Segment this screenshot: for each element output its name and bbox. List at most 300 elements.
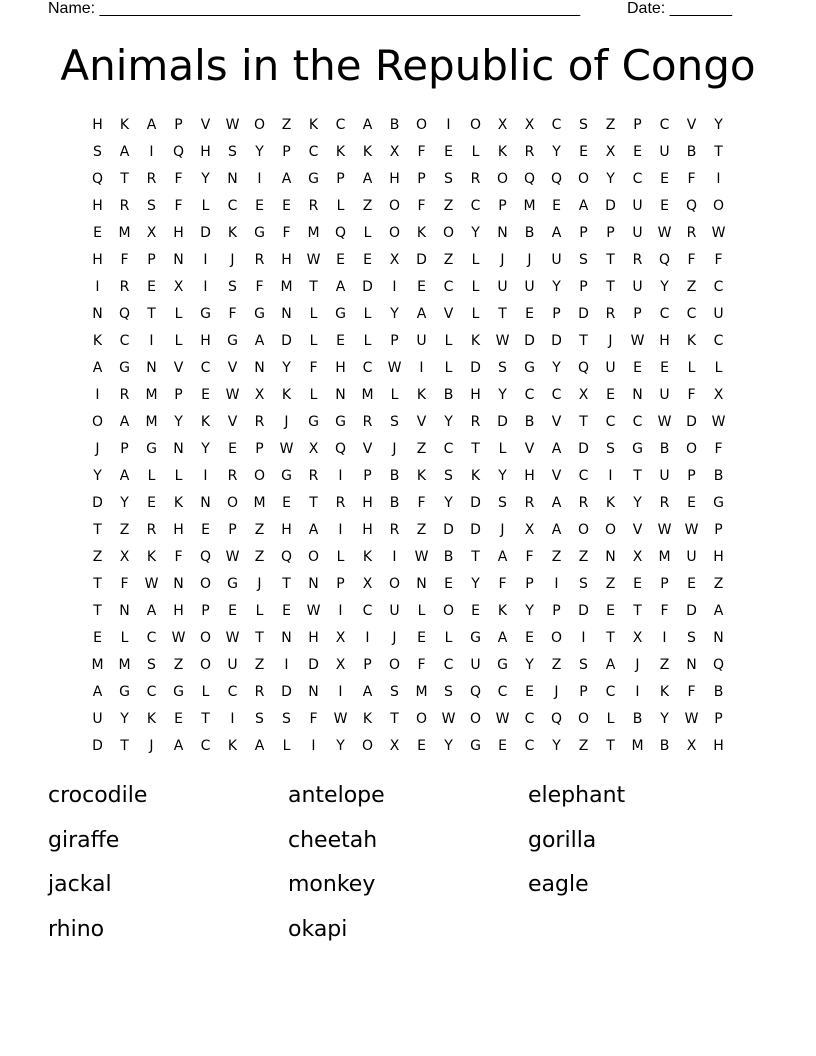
grid-letter: H bbox=[173, 522, 184, 538]
grid-letter: S bbox=[444, 684, 453, 700]
grid-letter: F bbox=[714, 252, 723, 268]
grid-letter: S bbox=[579, 252, 588, 268]
grid-letter: R bbox=[632, 252, 643, 268]
grid-letter: I bbox=[95, 387, 100, 403]
grid-letter: F bbox=[174, 171, 183, 187]
grid-letter: S bbox=[147, 198, 156, 214]
grid-letter: T bbox=[390, 711, 399, 727]
grid-letter: W bbox=[225, 549, 240, 565]
grid-letter: C bbox=[659, 117, 670, 133]
grid-letter: Z bbox=[443, 252, 454, 268]
grid-letter: I bbox=[338, 468, 343, 484]
grid-letter: A bbox=[254, 738, 265, 754]
grid-letter: D bbox=[443, 522, 454, 538]
grid-letter: K bbox=[146, 711, 157, 727]
grid-letter: C bbox=[524, 738, 535, 754]
grid-letter: H bbox=[524, 468, 535, 484]
grid-letter: R bbox=[254, 684, 265, 700]
grid-letter: S bbox=[147, 657, 156, 673]
grid-letter: U bbox=[659, 144, 670, 160]
grid-letter: E bbox=[174, 711, 183, 727]
grid-letter: I bbox=[608, 468, 613, 484]
grid-letter: P bbox=[579, 225, 588, 241]
grid-letter: G bbox=[254, 225, 265, 241]
grid-letter: Y bbox=[552, 279, 561, 295]
grid-letter: M bbox=[253, 495, 266, 511]
grid-letter: O bbox=[226, 495, 239, 511]
grid-letter: C bbox=[146, 684, 157, 700]
grid-letter: K bbox=[659, 684, 670, 700]
name-field-line: Name: ______________________________________________________ bbox=[48, 0, 581, 17]
grid-letter: N bbox=[686, 657, 697, 673]
grid-letter: M bbox=[658, 549, 671, 565]
grid-letter: F bbox=[174, 198, 183, 214]
grid-row bbox=[84, 519, 732, 546]
grid-letter: Y bbox=[552, 360, 561, 376]
grid-letter: V bbox=[551, 414, 562, 430]
grid-letter: Q bbox=[334, 225, 347, 241]
grid-letter: H bbox=[308, 630, 319, 646]
grid-letter: Y bbox=[525, 657, 534, 673]
grid-letter: Y bbox=[282, 360, 291, 376]
grid-letter: O bbox=[388, 576, 401, 592]
grid-letter: C bbox=[524, 711, 535, 727]
grid-letter: X bbox=[632, 630, 643, 646]
grid-letter: F bbox=[498, 576, 507, 592]
grid-letter: E bbox=[660, 198, 669, 214]
grid-letter: V bbox=[632, 522, 643, 538]
grid-letter: L bbox=[363, 306, 372, 322]
grid-letter: E bbox=[282, 198, 291, 214]
grid-row bbox=[84, 357, 732, 384]
grid-letter: L bbox=[147, 468, 156, 484]
grid-letter: K bbox=[605, 495, 616, 511]
grid-letter: K bbox=[200, 414, 211, 430]
grid-letter: P bbox=[417, 171, 426, 187]
grid-letter: B bbox=[659, 441, 670, 457]
grid-letter: F bbox=[687, 171, 696, 187]
grid-letter: N bbox=[281, 630, 292, 646]
grid-letter: T bbox=[93, 576, 102, 592]
grid-letter: G bbox=[632, 441, 643, 457]
grid-letter: E bbox=[93, 630, 102, 646]
grid-letter: K bbox=[362, 549, 373, 565]
grid-letter: Q bbox=[523, 171, 536, 187]
grid-letter: E bbox=[201, 387, 210, 403]
grid-letter: A bbox=[335, 279, 346, 295]
grid-row bbox=[84, 546, 732, 573]
grid-letter: K bbox=[227, 738, 238, 754]
grid-letter: D bbox=[200, 225, 211, 241]
grid-letter: A bbox=[146, 117, 157, 133]
grid-letter: L bbox=[174, 468, 183, 484]
grid-letter: U bbox=[632, 225, 643, 241]
grid-letter: N bbox=[713, 630, 724, 646]
grid-letter: A bbox=[551, 522, 562, 538]
grid-letter: Y bbox=[660, 711, 669, 727]
grid-letter: L bbox=[498, 441, 507, 457]
grid-letter: R bbox=[119, 387, 130, 403]
grid-letter: X bbox=[389, 252, 400, 268]
grid-letter: S bbox=[579, 657, 588, 673]
grid-letter: Z bbox=[578, 549, 589, 565]
grid-letter: G bbox=[713, 495, 724, 511]
grid-letter: E bbox=[444, 576, 453, 592]
grid-letter: G bbox=[308, 171, 319, 187]
grid-letter: T bbox=[606, 279, 615, 295]
grid-letter: O bbox=[442, 603, 455, 619]
grid-letter: C bbox=[686, 306, 697, 322]
grid-letter: X bbox=[335, 630, 346, 646]
grid-letter: E bbox=[363, 252, 372, 268]
grid-letter: Y bbox=[120, 711, 129, 727]
grid-letter: W bbox=[414, 549, 429, 565]
grid-letter: I bbox=[554, 576, 559, 592]
grid-letter: Z bbox=[443, 198, 454, 214]
grid-letter: T bbox=[633, 603, 642, 619]
grid-letter: H bbox=[200, 144, 211, 160]
grid-letter: L bbox=[201, 684, 210, 700]
grid-letter: I bbox=[635, 684, 640, 700]
grid-letter: T bbox=[471, 441, 480, 457]
word-bank-item: cheetah bbox=[288, 827, 378, 853]
grid-letter: A bbox=[92, 684, 103, 700]
grid-letter: Y bbox=[93, 468, 102, 484]
grid-letter: P bbox=[552, 306, 561, 322]
grid-letter: L bbox=[336, 198, 345, 214]
grid-letter: I bbox=[284, 657, 289, 673]
grid-row bbox=[84, 438, 732, 465]
grid-letter: P bbox=[336, 576, 345, 592]
grid-letter: O bbox=[388, 198, 401, 214]
grid-letter: O bbox=[685, 441, 698, 457]
grid-letter: X bbox=[497, 117, 508, 133]
grid-letter: I bbox=[392, 279, 397, 295]
grid-letter: P bbox=[687, 468, 696, 484]
grid-letter: G bbox=[119, 684, 130, 700]
grid-letter: O bbox=[415, 117, 428, 133]
grid-letter: W bbox=[657, 414, 672, 430]
grid-row bbox=[84, 195, 732, 222]
grid-row bbox=[84, 249, 732, 276]
grid-letter: N bbox=[632, 387, 643, 403]
grid-letter: P bbox=[228, 522, 237, 538]
grid-letter: P bbox=[255, 441, 264, 457]
grid-letter: P bbox=[174, 117, 183, 133]
grid-letter: W bbox=[495, 333, 510, 349]
grid-letter: G bbox=[227, 576, 238, 592]
word-bank-item: antelope bbox=[288, 783, 385, 808]
grid-letter: M bbox=[145, 414, 158, 430]
grid-letter: S bbox=[93, 144, 102, 160]
grid-letter: X bbox=[335, 657, 346, 673]
grid-letter: Q bbox=[550, 711, 563, 727]
grid-letter: G bbox=[146, 441, 157, 457]
grid-letter: G bbox=[173, 684, 184, 700]
grid-letter: F bbox=[417, 144, 426, 160]
grid-letter: W bbox=[279, 441, 294, 457]
grid-letter: E bbox=[579, 144, 588, 160]
grid-letter: K bbox=[362, 711, 373, 727]
grid-letter: D bbox=[281, 333, 292, 349]
grid-letter: Z bbox=[362, 198, 373, 214]
grid-letter: L bbox=[444, 360, 453, 376]
grid-letter: O bbox=[577, 171, 590, 187]
grid-letter: T bbox=[201, 711, 210, 727]
grid-letter: X bbox=[389, 144, 400, 160]
grid-letter: A bbox=[119, 468, 130, 484]
grid-letter: O bbox=[361, 738, 374, 754]
grid-letter: C bbox=[308, 144, 319, 160]
grid-letter: R bbox=[389, 522, 400, 538]
grid-letter: F bbox=[309, 360, 318, 376]
grid-letter: A bbox=[551, 495, 562, 511]
grid-letter: T bbox=[633, 468, 642, 484]
grid-letter: H bbox=[389, 171, 400, 187]
grid-letter: N bbox=[227, 171, 238, 187]
grid-letter: D bbox=[686, 414, 697, 430]
grid-letter: Y bbox=[444, 738, 453, 754]
date-field-line: Date: _______ bbox=[627, 0, 732, 17]
grid-letter: F bbox=[687, 387, 696, 403]
grid-letter: K bbox=[281, 387, 292, 403]
grid-letter: Q bbox=[280, 549, 293, 565]
grid-letter: Q bbox=[199, 549, 212, 565]
grid-letter: K bbox=[146, 549, 157, 565]
grid-letter: C bbox=[443, 657, 454, 673]
grid-letter: H bbox=[173, 225, 184, 241]
grid-letter: M bbox=[631, 738, 644, 754]
grid-letter: L bbox=[471, 279, 480, 295]
grid-letter: G bbox=[308, 414, 319, 430]
grid-letter: A bbox=[416, 306, 427, 322]
grid-letter: H bbox=[362, 522, 373, 538]
grid-letter: X bbox=[173, 279, 184, 295]
grid-letter: M bbox=[118, 657, 131, 673]
grid-letter: L bbox=[444, 630, 453, 646]
grid-letter: R bbox=[254, 414, 265, 430]
grid-letter: V bbox=[200, 117, 211, 133]
grid-letter: T bbox=[93, 522, 102, 538]
grid-letter: W bbox=[441, 711, 456, 727]
grid-letter: K bbox=[416, 468, 427, 484]
grid-letter: A bbox=[497, 630, 508, 646]
grid-letter: W bbox=[657, 522, 672, 538]
grid-letter: U bbox=[632, 198, 643, 214]
grid-letter: L bbox=[471, 144, 480, 160]
grid-letter: O bbox=[469, 711, 482, 727]
grid-letter: A bbox=[551, 225, 562, 241]
grid-letter: S bbox=[579, 576, 588, 592]
grid-letter: M bbox=[415, 684, 428, 700]
word-bank bbox=[48, 780, 768, 958]
grid-letter: Z bbox=[713, 576, 724, 592]
grid-letter: C bbox=[713, 333, 724, 349]
grid-letter: O bbox=[442, 225, 455, 241]
grid-letter: A bbox=[362, 117, 373, 133]
grid-letter: O bbox=[199, 657, 212, 673]
grid-letter: L bbox=[714, 360, 723, 376]
grid-row bbox=[84, 600, 732, 627]
grid-letter: D bbox=[578, 441, 589, 457]
grid-letter: P bbox=[606, 225, 615, 241]
grid-letter: L bbox=[390, 387, 399, 403]
grid-letter: K bbox=[416, 225, 427, 241]
grid-letter: R bbox=[335, 495, 346, 511]
grid-letter: L bbox=[417, 603, 426, 619]
grid-letter: E bbox=[552, 198, 561, 214]
grid-letter: K bbox=[470, 468, 481, 484]
grid-letter: E bbox=[606, 387, 615, 403]
grid-letter: T bbox=[120, 738, 129, 754]
grid-letter: C bbox=[470, 198, 481, 214]
grid-letter: H bbox=[92, 198, 103, 214]
grid-letter: Z bbox=[551, 657, 562, 673]
grid-letter: Z bbox=[254, 522, 265, 538]
grid-letter: A bbox=[146, 603, 157, 619]
grid-letter: K bbox=[686, 333, 697, 349]
grid-letter: U bbox=[389, 603, 400, 619]
grid-letter: I bbox=[149, 333, 154, 349]
grid-letter: O bbox=[469, 117, 482, 133]
grid-letter: O bbox=[388, 225, 401, 241]
grid-letter: L bbox=[174, 306, 183, 322]
grid-letter: Y bbox=[552, 738, 561, 754]
grid-letter: P bbox=[174, 387, 183, 403]
grid-letter: S bbox=[444, 171, 453, 187]
grid-letter: I bbox=[95, 279, 100, 295]
grid-letter: E bbox=[282, 603, 291, 619]
grid-letter: M bbox=[523, 198, 536, 214]
grid-letter: D bbox=[470, 360, 481, 376]
grid-letter: E bbox=[660, 171, 669, 187]
grid-letter: S bbox=[282, 711, 291, 727]
grid-letter: F bbox=[282, 225, 291, 241]
grid-row bbox=[84, 276, 732, 303]
grid-letter: H bbox=[92, 252, 103, 268]
grid-letter: Z bbox=[416, 522, 427, 538]
grid-letter: F bbox=[309, 711, 318, 727]
grid-letter: B bbox=[389, 117, 400, 133]
grid-letter: N bbox=[335, 387, 346, 403]
grid-letter: J bbox=[392, 441, 397, 457]
grid-letter: U bbox=[497, 279, 508, 295]
grid-letter: O bbox=[712, 198, 725, 214]
grid-letter: B bbox=[632, 711, 643, 727]
grid-letter: Z bbox=[254, 549, 265, 565]
grid-letter: W bbox=[711, 414, 726, 430]
grid-letter: P bbox=[579, 279, 588, 295]
grid-letter: N bbox=[605, 549, 616, 565]
grid-letter: P bbox=[552, 603, 561, 619]
grid-letter: E bbox=[633, 360, 642, 376]
grid-letter: J bbox=[527, 252, 532, 268]
grid-letter: K bbox=[308, 117, 319, 133]
grid-letter: C bbox=[227, 198, 238, 214]
grid-letter: G bbox=[497, 657, 508, 673]
grid-letter: B bbox=[389, 495, 400, 511]
grid-letter: R bbox=[470, 171, 481, 187]
grid-letter: E bbox=[282, 495, 291, 511]
grid-letter: O bbox=[253, 468, 266, 484]
grid-letter: Y bbox=[255, 144, 264, 160]
grid-letter: E bbox=[444, 144, 453, 160]
grid-letter: J bbox=[95, 441, 100, 457]
grid-letter: C bbox=[632, 171, 643, 187]
grid-letter: P bbox=[660, 576, 669, 592]
grid-letter: Y bbox=[444, 495, 453, 511]
grid-letter: O bbox=[91, 414, 104, 430]
grid-letter: I bbox=[203, 279, 208, 295]
grid-letter: T bbox=[498, 306, 507, 322]
grid-letter: J bbox=[149, 738, 154, 754]
grid-letter: Q bbox=[91, 171, 104, 187]
grid-letter: G bbox=[227, 333, 238, 349]
grid-letter: E bbox=[498, 738, 507, 754]
grid-letter: P bbox=[633, 117, 642, 133]
grid-letter: Y bbox=[498, 468, 507, 484]
grid-letter: Y bbox=[552, 144, 561, 160]
grid-letter: A bbox=[362, 684, 373, 700]
grid-letter: I bbox=[203, 252, 208, 268]
grid-letter: C bbox=[605, 684, 616, 700]
grid-letter: Y bbox=[120, 495, 129, 511]
grid-letter: B bbox=[713, 684, 724, 700]
grid-letter: Y bbox=[471, 225, 480, 241]
grid-letter: Q bbox=[550, 171, 563, 187]
grid-letter: U bbox=[605, 360, 616, 376]
grid-row bbox=[84, 168, 732, 195]
grid-letter: L bbox=[471, 306, 480, 322]
grid-row bbox=[84, 222, 732, 249]
grid-letter: V bbox=[416, 414, 427, 430]
grid-letter: M bbox=[280, 279, 293, 295]
grid-letter: A bbox=[119, 414, 130, 430]
grid-letter: A bbox=[281, 171, 292, 187]
grid-letter: I bbox=[338, 522, 343, 538]
grid-letter: V bbox=[524, 441, 535, 457]
grid-letter: Y bbox=[444, 414, 453, 430]
grid-row bbox=[84, 492, 732, 519]
grid-letter: A bbox=[713, 603, 724, 619]
grid-letter: J bbox=[284, 414, 289, 430]
grid-letter: S bbox=[255, 711, 264, 727]
grid-letter: U bbox=[632, 279, 643, 295]
grid-letter: V bbox=[173, 360, 184, 376]
grid-letter: E bbox=[93, 225, 102, 241]
grid-letter: R bbox=[659, 495, 670, 511]
grid-letter: N bbox=[254, 360, 265, 376]
grid-letter: L bbox=[309, 333, 318, 349]
grid-letter: L bbox=[309, 306, 318, 322]
grid-letter: B bbox=[659, 738, 670, 754]
grid-letter: L bbox=[174, 333, 183, 349]
grid-letter: A bbox=[605, 657, 616, 673]
grid-letter: T bbox=[309, 279, 318, 295]
grid-letter: L bbox=[201, 198, 210, 214]
grid-letter: E bbox=[147, 495, 156, 511]
grid-letter: L bbox=[444, 333, 453, 349]
grid-letter: T bbox=[579, 333, 588, 349]
word-bank-item: rhino bbox=[48, 916, 105, 942]
grid-letter: U bbox=[686, 549, 697, 565]
grid-letter: T bbox=[93, 603, 102, 619]
grid-letter: G bbox=[335, 414, 346, 430]
grid-letter: S bbox=[228, 144, 237, 160]
grid-letter: C bbox=[659, 306, 670, 322]
word-bank-item: jackal bbox=[48, 872, 112, 897]
word-bank-item: crocodile bbox=[48, 783, 148, 808]
